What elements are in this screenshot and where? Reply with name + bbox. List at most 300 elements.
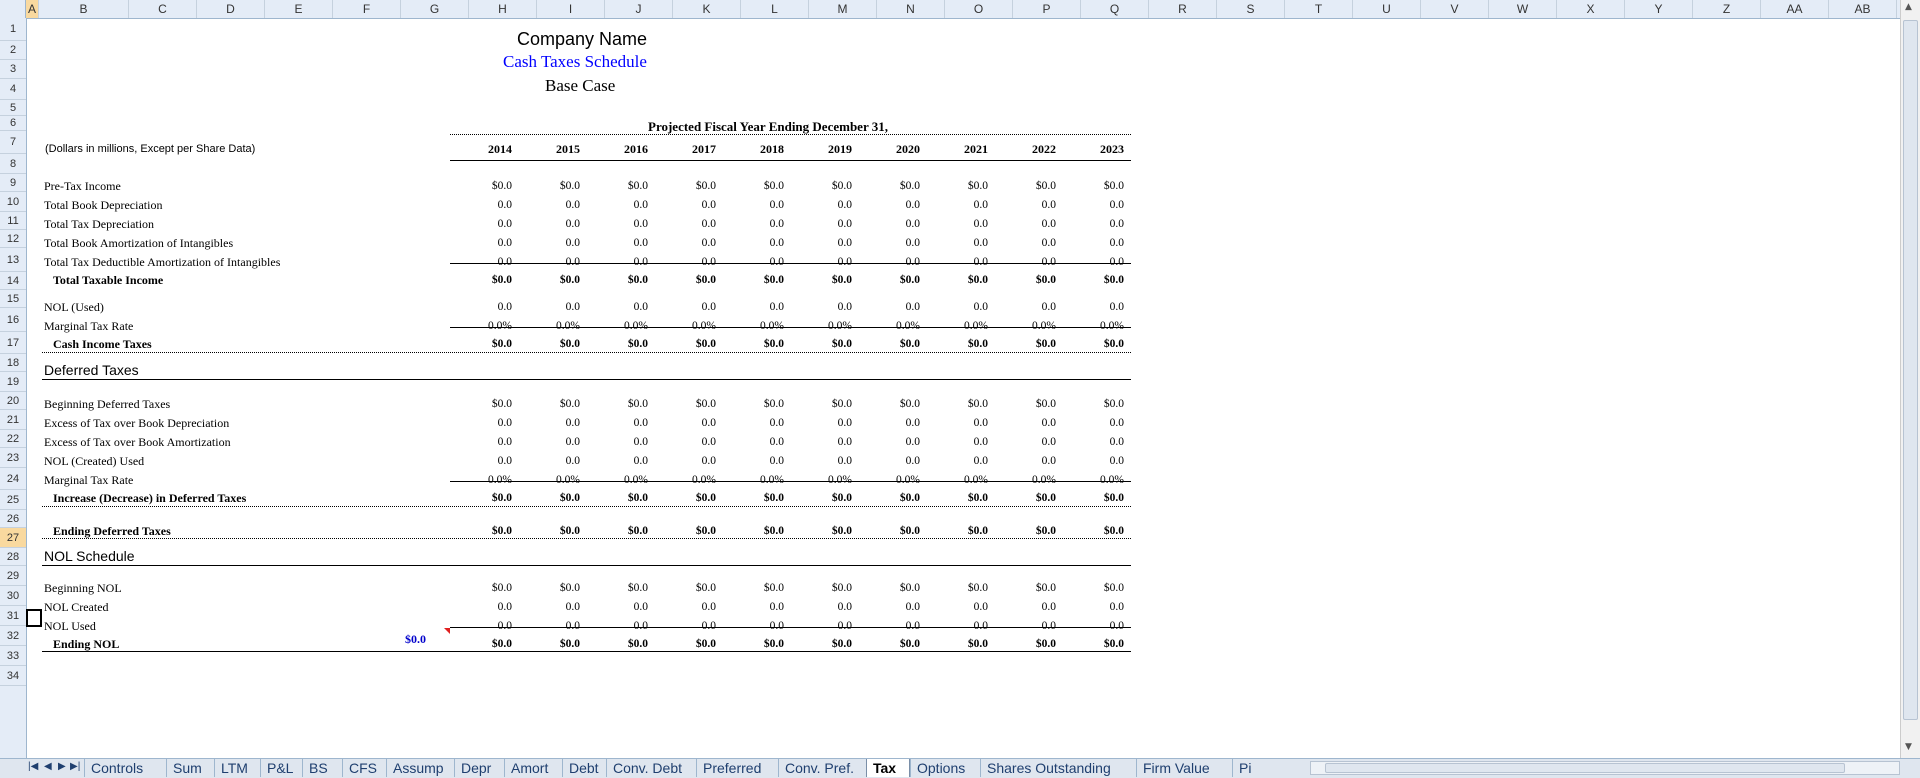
cell-pretax-2015[interactable]: $0.0 (559, 180, 580, 192)
rule-line (42, 506, 1131, 507)
cell-excess-amort-2019[interactable]: 0.0 (837, 436, 852, 448)
cell-excess-amort-2023[interactable]: 0.0 (1109, 436, 1124, 448)
row-header-24[interactable]: 24 (0, 468, 26, 490)
row-header-30[interactable]: 30 (0, 586, 26, 606)
cell-mtr-2014[interactable]: 0.0% (488, 320, 512, 332)
cell-end-deferred-2021[interactable]: $0.0 (967, 525, 988, 537)
column-header-b[interactable]: B (39, 0, 129, 18)
column-header-m[interactable]: M (809, 0, 877, 18)
row-header-3[interactable]: 3 (0, 60, 26, 79)
row-header-18[interactable]: 18 (0, 354, 26, 372)
cell-beg-nol-2022[interactable]: $0.0 (1035, 582, 1056, 594)
cell-tax-amort-2016[interactable]: 0.0 (633, 256, 648, 268)
cell-tax-amort-2020[interactable]: 0.0 (905, 256, 920, 268)
cell-mtr2-2019[interactable]: 0.0% (828, 474, 852, 486)
cell-tax-dep-2021[interactable]: 0.0 (973, 218, 988, 230)
row-header-29[interactable]: 29 (0, 566, 26, 586)
vertical-scrollbar[interactable] (1900, 0, 1920, 758)
cell-book-dep-2023[interactable]: 0.0 (1109, 199, 1124, 211)
cell-mtr-2021[interactable]: 0.0% (964, 320, 988, 332)
cell-tax-dep-2022[interactable]: 0.0 (1041, 218, 1056, 230)
cell-taxable-2022[interactable]: $0.0 (1035, 274, 1056, 286)
row-header-33[interactable]: 33 (0, 646, 26, 666)
cell-book-dep-2017[interactable]: 0.0 (701, 199, 716, 211)
cell-tax-dep-2020[interactable]: 0.0 (905, 218, 920, 230)
tab-options[interactable]: Options (910, 759, 980, 777)
cell-nol-used2-2018[interactable]: 0.0 (769, 620, 784, 632)
cell-beg-deferred-2018[interactable]: $0.0 (763, 398, 784, 410)
row-header-15[interactable]: 15 (0, 290, 26, 308)
cell-inc-deferred-2019[interactable]: $0.0 (831, 492, 852, 504)
cell-beg-nol-2023[interactable]: $0.0 (1103, 582, 1124, 594)
column-header-f[interactable]: F (333, 0, 401, 18)
cell-pretax-2022[interactable]: $0.0 (1035, 180, 1056, 192)
cell-nol-created-2016[interactable]: 0.0 (633, 601, 648, 613)
cell-book-dep-2015[interactable]: 0.0 (565, 199, 580, 211)
row-header-28[interactable]: 28 (0, 548, 26, 566)
row-header-31[interactable]: 31 (0, 606, 26, 626)
cell-taxable-2018[interactable]: $0.0 (763, 274, 784, 286)
tab-sum[interactable]: Sum (166, 759, 214, 777)
tab-conv-debt[interactable]: Conv. Debt (606, 759, 696, 777)
cell-book-dep-2020[interactable]: 0.0 (905, 199, 920, 211)
column-header-c[interactable]: C (129, 0, 197, 18)
cell-mtr-2015[interactable]: 0.0% (556, 320, 580, 332)
cell-beg-deferred-2021[interactable]: $0.0 (967, 398, 988, 410)
cell-tax-dep-2023[interactable]: 0.0 (1109, 218, 1124, 230)
cell-taxable-2023[interactable]: $0.0 (1103, 274, 1124, 286)
row-header-23[interactable]: 23 (0, 448, 26, 468)
cell-tax-amort-2015[interactable]: 0.0 (565, 256, 580, 268)
cell-excess-amort-2021[interactable]: 0.0 (973, 436, 988, 448)
cell-book-dep-2016[interactable]: 0.0 (633, 199, 648, 211)
cell-taxable-2021[interactable]: $0.0 (967, 274, 988, 286)
cell-book-amort-2021[interactable]: 0.0 (973, 237, 988, 249)
cell-pretax-2021[interactable]: $0.0 (967, 180, 988, 192)
cell-cash-taxes-2019[interactable]: $0.0 (831, 338, 852, 350)
year-2014: 2014 (488, 142, 512, 156)
cell-nol-used-2016[interactable]: 0.0 (633, 301, 648, 313)
cell-nol-used2-2017[interactable]: 0.0 (701, 620, 716, 632)
cell-tax-dep-2016[interactable]: 0.0 (633, 218, 648, 230)
cell-tax-amort-2023[interactable]: 0.0 (1109, 256, 1124, 268)
cell-excess-amort-2015[interactable]: 0.0 (565, 436, 580, 448)
column-header-i[interactable]: I (537, 0, 605, 18)
cell-mtr2-2020[interactable]: 0.0% (896, 474, 920, 486)
cell-book-amort-2020[interactable]: 0.0 (905, 237, 920, 249)
row-header-4[interactable]: 4 (0, 79, 26, 100)
cell-tax-amort-2019[interactable]: 0.0 (837, 256, 852, 268)
cell-excess-dep-2018[interactable]: 0.0 (769, 417, 784, 429)
cell-book-amort-2018[interactable]: 0.0 (769, 237, 784, 249)
cell-pretax-2017[interactable]: $0.0 (695, 180, 716, 192)
cell-inc-deferred-2023[interactable]: $0.0 (1103, 492, 1124, 504)
cell-mtr2-2014[interactable]: 0.0% (488, 474, 512, 486)
row-label-nol-used2: NOL Used (44, 619, 96, 633)
cell-nol-created-2018[interactable]: 0.0 (769, 601, 784, 613)
cell-end-nol-2014[interactable]: $0.0 (491, 638, 512, 650)
cell-inc-deferred-2014[interactable]: $0.0 (491, 492, 512, 504)
cell-nol-created-2014[interactable]: 0.0 (497, 601, 512, 613)
cell-mtr2-2022[interactable]: 0.0% (1032, 474, 1056, 486)
cell-end-deferred-2018[interactable]: $0.0 (763, 525, 784, 537)
cell-beg-deferred-2015[interactable]: $0.0 (559, 398, 580, 410)
cell-end-nol-2021[interactable]: $0.0 (967, 638, 988, 650)
row-header-21[interactable]: 21 (0, 410, 26, 430)
column-header-d[interactable]: D (197, 0, 265, 18)
cell-mtr-2022[interactable]: 0.0% (1032, 320, 1056, 332)
cell-nol-used2-2021[interactable]: 0.0 (973, 620, 988, 632)
column-header-j[interactable]: J (605, 0, 673, 18)
cell-pretax-2019[interactable]: $0.0 (831, 180, 852, 192)
cell-cash-taxes-2016[interactable]: $0.0 (627, 338, 648, 350)
cell-end-deferred-2020[interactable]: $0.0 (899, 525, 920, 537)
column-header-x[interactable]: X (1557, 0, 1625, 18)
tab-p-l[interactable]: P&L (260, 759, 302, 777)
tab-amort[interactable]: Amort (504, 759, 562, 777)
cell-tax-dep-2015[interactable]: 0.0 (565, 218, 580, 230)
cell-book-amort-2014[interactable]: 0.0 (497, 237, 512, 249)
column-header-w[interactable]: W (1489, 0, 1557, 18)
horizontal-scroll-thumb[interactable] (1325, 763, 1845, 773)
cell-pretax-2016[interactable]: $0.0 (627, 180, 648, 192)
row-header-19[interactable]: 19 (0, 372, 26, 392)
cell-nol-used2-2019[interactable]: 0.0 (837, 620, 852, 632)
cell-book-dep-2014[interactable]: 0.0 (497, 199, 512, 211)
cell-nol-used2-2020[interactable]: 0.0 (905, 620, 920, 632)
scroll-up-icon[interactable]: ▲ (1905, 2, 1912, 12)
cell-beg-nol-2021[interactable]: $0.0 (967, 582, 988, 594)
cell-book-dep-2021[interactable]: 0.0 (973, 199, 988, 211)
cell-book-dep-2018[interactable]: 0.0 (769, 199, 784, 211)
row-header-27[interactable]: 27 (0, 528, 26, 548)
cell-nol-created-2021[interactable]: 0.0 (973, 601, 988, 613)
cell-cash-taxes-2015[interactable]: $0.0 (559, 338, 580, 350)
row-header-7[interactable]: 7 (0, 131, 26, 154)
cell-inc-deferred-2016[interactable]: $0.0 (627, 492, 648, 504)
cell-taxable-2017[interactable]: $0.0 (695, 274, 716, 286)
vertical-scroll-thumb[interactable] (1903, 20, 1918, 720)
cell-beg-nol-2017[interactable]: $0.0 (695, 582, 716, 594)
cell-nol-created-used-2016[interactable]: 0.0 (633, 455, 648, 467)
column-header-r[interactable]: R (1149, 0, 1217, 18)
row-header-2[interactable]: 2 (0, 41, 26, 60)
row-header-10[interactable]: 10 (0, 192, 26, 212)
cell-beg-nol-2020[interactable]: $0.0 (899, 582, 920, 594)
cell-nol-created-2023[interactable]: 0.0 (1109, 601, 1124, 613)
cell-mtr-2019[interactable]: 0.0% (828, 320, 852, 332)
cell-excess-dep-2014[interactable]: 0.0 (497, 417, 512, 429)
tab-preferred[interactable]: Preferred (696, 759, 778, 777)
cell-end-deferred-2017[interactable]: $0.0 (695, 525, 716, 537)
cell-tax-dep-2018[interactable]: 0.0 (769, 218, 784, 230)
cell-book-amort-2016[interactable]: 0.0 (633, 237, 648, 249)
cell-inc-deferred-2020[interactable]: $0.0 (899, 492, 920, 504)
column-header-e[interactable]: E (265, 0, 333, 18)
cell-inc-deferred-2022[interactable]: $0.0 (1035, 492, 1056, 504)
cell-taxable-2020[interactable]: $0.0 (899, 274, 920, 286)
year-2018: 2018 (760, 142, 784, 156)
cell-book-amort-2019[interactable]: 0.0 (837, 237, 852, 249)
cell-nol-created-2015[interactable]: 0.0 (565, 601, 580, 613)
cell-excess-amort-2022[interactable]: 0.0 (1041, 436, 1056, 448)
cell-mtr-2023[interactable]: 0.0% (1100, 320, 1124, 332)
tab-bs[interactable]: BS (302, 759, 342, 777)
column-header-aa[interactable]: AA (1761, 0, 1829, 18)
column-header-y[interactable]: Y (1625, 0, 1693, 18)
cell-tax-amort-2021[interactable]: 0.0 (973, 256, 988, 268)
last-sheet-icon[interactable]: ▶| (70, 761, 81, 772)
cell-mtr2-2023[interactable]: 0.0% (1100, 474, 1124, 486)
tab-pi[interactable]: Pi (1232, 759, 1262, 777)
cell-book-amort-2015[interactable]: 0.0 (565, 237, 580, 249)
cell-excess-amort-2014[interactable]: 0.0 (497, 436, 512, 448)
tab-conv-pref[interactable]: Conv. Pref. (778, 759, 866, 777)
rule-line (42, 651, 1131, 652)
cell-mtr2-2018[interactable]: 0.0% (760, 474, 784, 486)
cell-nol-created-2017[interactable]: 0.0 (701, 601, 716, 613)
row-header-13[interactable]: 13 (0, 248, 26, 272)
cell-nol-created-2019[interactable]: 0.0 (837, 601, 852, 613)
comment-indicator[interactable] (444, 628, 450, 634)
cell-nol-created-used-2018[interactable]: 0.0 (769, 455, 784, 467)
tab-ltm[interactable]: LTM (214, 759, 260, 777)
cell-mtr2-2017[interactable]: 0.0% (692, 474, 716, 486)
cell-book-amort-2017[interactable]: 0.0 (701, 237, 716, 249)
cell-mtr-2016[interactable]: 0.0% (624, 320, 648, 332)
cell-excess-amort-2017[interactable]: 0.0 (701, 436, 716, 448)
cell-end-nol-2015[interactable]: $0.0 (559, 638, 580, 650)
select-all-corner[interactable] (0, 0, 26, 18)
cell-nol-created-used-2023[interactable]: 0.0 (1109, 455, 1124, 467)
cell-nol-used2-2023[interactable]: 0.0 (1109, 620, 1124, 632)
horizontal-scrollbar[interactable] (1310, 761, 1900, 775)
cell-book-amort-2023[interactable]: 0.0 (1109, 237, 1124, 249)
cell-book-dep-2019[interactable]: 0.0 (837, 199, 852, 211)
cell-pretax-2014[interactable]: $0.0 (491, 180, 512, 192)
cell-book-dep-2022[interactable]: 0.0 (1041, 199, 1056, 211)
row-header-12[interactable]: 12 (0, 230, 26, 248)
row-header-22[interactable]: 22 (0, 430, 26, 448)
cell-nol-used-2020[interactable]: 0.0 (905, 301, 920, 313)
cell-pretax-2018[interactable]: $0.0 (763, 180, 784, 192)
row-header-1[interactable]: 1 (0, 18, 26, 41)
cell-beg-nol-2015[interactable]: $0.0 (559, 582, 580, 594)
cell-beg-nol-2019[interactable]: $0.0 (831, 582, 852, 594)
cell-beg-deferred-2016[interactable]: $0.0 (627, 398, 648, 410)
row-header-34[interactable]: 34 (0, 666, 26, 686)
cell-taxable-2016[interactable]: $0.0 (627, 274, 648, 286)
cell-cash-taxes-2022[interactable]: $0.0 (1035, 338, 1056, 350)
tab-firm-value[interactable]: Firm Value (1136, 759, 1232, 777)
cell-nol-created-used-2022[interactable]: 0.0 (1041, 455, 1056, 467)
cell-cash-taxes-2021[interactable]: $0.0 (967, 338, 988, 350)
cell-excess-dep-2022[interactable]: 0.0 (1041, 417, 1056, 429)
cell-nol-used2-2022[interactable]: 0.0 (1041, 620, 1056, 632)
cell-tax-amort-2022[interactable]: 0.0 (1041, 256, 1056, 268)
cell-beg-deferred-2017[interactable]: $0.0 (695, 398, 716, 410)
cell-nol-created-used-2019[interactable]: 0.0 (837, 455, 852, 467)
column-header-l[interactable]: L (741, 0, 809, 18)
cell-nol-used2-2014[interactable]: 0.0 (497, 620, 512, 632)
cell-tax-amort-2018[interactable]: 0.0 (769, 256, 784, 268)
cell-mtr-2018[interactable]: 0.0% (760, 320, 784, 332)
row-header-6[interactable]: 6 (0, 116, 26, 131)
cell-tax-dep-2017[interactable]: 0.0 (701, 218, 716, 230)
cell-end-deferred-2022[interactable]: $0.0 (1035, 525, 1056, 537)
cell-tax-amort-2017[interactable]: 0.0 (701, 256, 716, 268)
row-header-25[interactable]: 25 (0, 490, 26, 510)
cell-mtr-2017[interactable]: 0.0% (692, 320, 716, 332)
first-sheet-icon[interactable]: |◀ (28, 761, 39, 772)
cell-excess-amort-2020[interactable]: 0.0 (905, 436, 920, 448)
cell-cash-taxes-2020[interactable]: $0.0 (899, 338, 920, 350)
cell-inc-deferred-2017[interactable]: $0.0 (695, 492, 716, 504)
cell-end-deferred-2016[interactable]: $0.0 (627, 525, 648, 537)
column-header-p[interactable]: P (1013, 0, 1081, 18)
row-header-17[interactable]: 17 (0, 332, 26, 354)
cell-beg-nol-2018[interactable]: $0.0 (763, 582, 784, 594)
cell-nol-created-used-2020[interactable]: 0.0 (905, 455, 920, 467)
next-sheet-icon[interactable]: ▶ (58, 761, 66, 772)
year-2016: 2016 (624, 142, 648, 156)
column-header-t[interactable]: T (1285, 0, 1353, 18)
cell-nol-used-2023[interactable]: 0.0 (1109, 301, 1124, 313)
tab-depr[interactable]: Depr (454, 759, 504, 777)
scroll-down-icon[interactable]: ▼ (1905, 742, 1912, 752)
cell-nol-created-2020[interactable]: 0.0 (905, 601, 920, 613)
cell-nol-created-2022[interactable]: 0.0 (1041, 601, 1056, 613)
cell-end-deferred-2019[interactable]: $0.0 (831, 525, 852, 537)
tab-assump[interactable]: Assump (386, 759, 454, 777)
column-header-o[interactable]: O (945, 0, 1013, 18)
cell-nol-created-used-2015[interactable]: 0.0 (565, 455, 580, 467)
cell-book-amort-2022[interactable]: 0.0 (1041, 237, 1056, 249)
column-header-q[interactable]: Q (1081, 0, 1149, 18)
cell-nol-used2-2015[interactable]: 0.0 (565, 620, 580, 632)
cell-nol-used-2015[interactable]: 0.0 (565, 301, 580, 313)
column-header-n[interactable]: N (877, 0, 945, 18)
cell-excess-dep-2021[interactable]: 0.0 (973, 417, 988, 429)
cell-end-nol-2019[interactable]: $0.0 (831, 638, 852, 650)
cell-nol-used-2017[interactable]: 0.0 (701, 301, 716, 313)
column-header-k[interactable]: K (673, 0, 741, 18)
row-header-14[interactable]: 14 (0, 272, 26, 290)
column-header-v[interactable]: V (1421, 0, 1489, 18)
cell-cash-taxes-2023[interactable]: $0.0 (1103, 338, 1124, 350)
cell-excess-dep-2017[interactable]: 0.0 (701, 417, 716, 429)
cell-nol-used-2014[interactable]: 0.0 (497, 301, 512, 313)
cell-beg-deferred-2020[interactable]: $0.0 (899, 398, 920, 410)
cell-excess-amort-2018[interactable]: 0.0 (769, 436, 784, 448)
tab-shares-outstanding[interactable]: Shares Outstanding (980, 759, 1136, 777)
cell-beg-nol-2016[interactable]: $0.0 (627, 582, 648, 594)
cell-nol-used-2018[interactable]: 0.0 (769, 301, 784, 313)
cell-excess-amort-2016[interactable]: 0.0 (633, 436, 648, 448)
cell-taxable-2019[interactable]: $0.0 (831, 274, 852, 286)
cell-beg-deferred-2014[interactable]: $0.0 (491, 398, 512, 410)
column-header-s[interactable]: S (1217, 0, 1285, 18)
ending-nol-g-value[interactable]: $0.0 (405, 632, 426, 646)
cell-end-nol-2018[interactable]: $0.0 (763, 638, 784, 650)
cell-end-deferred-2023[interactable]: $0.0 (1103, 525, 1124, 537)
row-header-32[interactable]: 32 (0, 626, 26, 646)
cell-end-nol-2023[interactable]: $0.0 (1103, 638, 1124, 650)
row-header-5[interactable]: 5 (0, 100, 26, 116)
cell-tax-amort-2014[interactable]: 0.0 (497, 256, 512, 268)
cell-taxable-2014[interactable]: $0.0 (491, 274, 512, 286)
cell-nol-created-used-2017[interactable]: 0.0 (701, 455, 716, 467)
column-header-z[interactable]: Z (1693, 0, 1761, 18)
cell-beg-deferred-2022[interactable]: $0.0 (1035, 398, 1056, 410)
cell-inc-deferred-2018[interactable]: $0.0 (763, 492, 784, 504)
cell-inc-deferred-2021[interactable]: $0.0 (967, 492, 988, 504)
tab-cfs[interactable]: CFS (342, 759, 386, 777)
row-header-8[interactable]: 8 (0, 154, 26, 174)
row-header-16[interactable]: 16 (0, 308, 26, 332)
cell-tax-dep-2014[interactable]: 0.0 (497, 218, 512, 230)
cell-cash-taxes-2017[interactable]: $0.0 (695, 338, 716, 350)
cell-nol-used-2022[interactable]: 0.0 (1041, 301, 1056, 313)
cell-end-nol-2016[interactable]: $0.0 (627, 638, 648, 650)
cell-tax-dep-2019[interactable]: 0.0 (837, 218, 852, 230)
cell-excess-dep-2016[interactable]: 0.0 (633, 417, 648, 429)
cell-mtr2-2015[interactable]: 0.0% (556, 474, 580, 486)
cell-mtr-2020[interactable]: 0.0% (896, 320, 920, 332)
cell-cash-taxes-2014[interactable]: $0.0 (491, 338, 512, 350)
tab-tax[interactable]: Tax (866, 759, 910, 777)
cell-beg-nol-2014[interactable]: $0.0 (491, 582, 512, 594)
cell-pretax-2023[interactable]: $0.0 (1103, 180, 1124, 192)
cell-pretax-2020[interactable]: $0.0 (899, 180, 920, 192)
cell-nol-used2-2016[interactable]: 0.0 (633, 620, 648, 632)
cell-mtr2-2016[interactable]: 0.0% (624, 474, 648, 486)
prev-sheet-icon[interactable]: ◀ (44, 761, 52, 772)
selected-cell-a27[interactable] (26, 609, 42, 627)
cell-excess-dep-2023[interactable]: 0.0 (1109, 417, 1124, 429)
column-header-u[interactable]: U (1353, 0, 1421, 18)
cell-nol-used-2019[interactable]: 0.0 (837, 301, 852, 313)
cell-cash-taxes-2018[interactable]: $0.0 (763, 338, 784, 350)
column-header-a[interactable]: A (26, 0, 39, 18)
cell-taxable-2015[interactable]: $0.0 (559, 274, 580, 286)
cell-beg-deferred-2023[interactable]: $0.0 (1103, 398, 1124, 410)
cell-excess-dep-2015[interactable]: 0.0 (565, 417, 580, 429)
cell-end-nol-2020[interactable]: $0.0 (899, 638, 920, 650)
cell-mtr2-2021[interactable]: 0.0% (964, 474, 988, 486)
cell-beg-deferred-2019[interactable]: $0.0 (831, 398, 852, 410)
column-header-g[interactable]: G (401, 0, 469, 18)
row-header-26[interactable]: 26 (0, 510, 26, 528)
column-header-h[interactable]: H (469, 0, 537, 18)
cell-end-nol-2022[interactable]: $0.0 (1035, 638, 1056, 650)
tab-controls[interactable]: Controls (84, 759, 166, 777)
cell-excess-dep-2020[interactable]: 0.0 (905, 417, 920, 429)
cell-nol-created-used-2021[interactable]: 0.0 (973, 455, 988, 467)
column-header-ab[interactable]: AB (1829, 0, 1897, 18)
cell-excess-dep-2019[interactable]: 0.0 (837, 417, 852, 429)
tab-debt[interactable]: Debt (562, 759, 606, 777)
cell-nol-created-used-2014[interactable]: 0.0 (497, 455, 512, 467)
row-header-11[interactable]: 11 (0, 212, 26, 230)
row-header-9[interactable]: 9 (0, 174, 26, 192)
cell-nol-used-2021[interactable]: 0.0 (973, 301, 988, 313)
row-header-20[interactable]: 20 (0, 392, 26, 410)
cell-inc-deferred-2015[interactable]: $0.0 (559, 492, 580, 504)
cell-end-nol-2017[interactable]: $0.0 (695, 638, 716, 650)
cell-end-deferred-2015[interactable]: $0.0 (559, 525, 580, 537)
cell-end-deferred-2014[interactable]: $0.0 (491, 525, 512, 537)
